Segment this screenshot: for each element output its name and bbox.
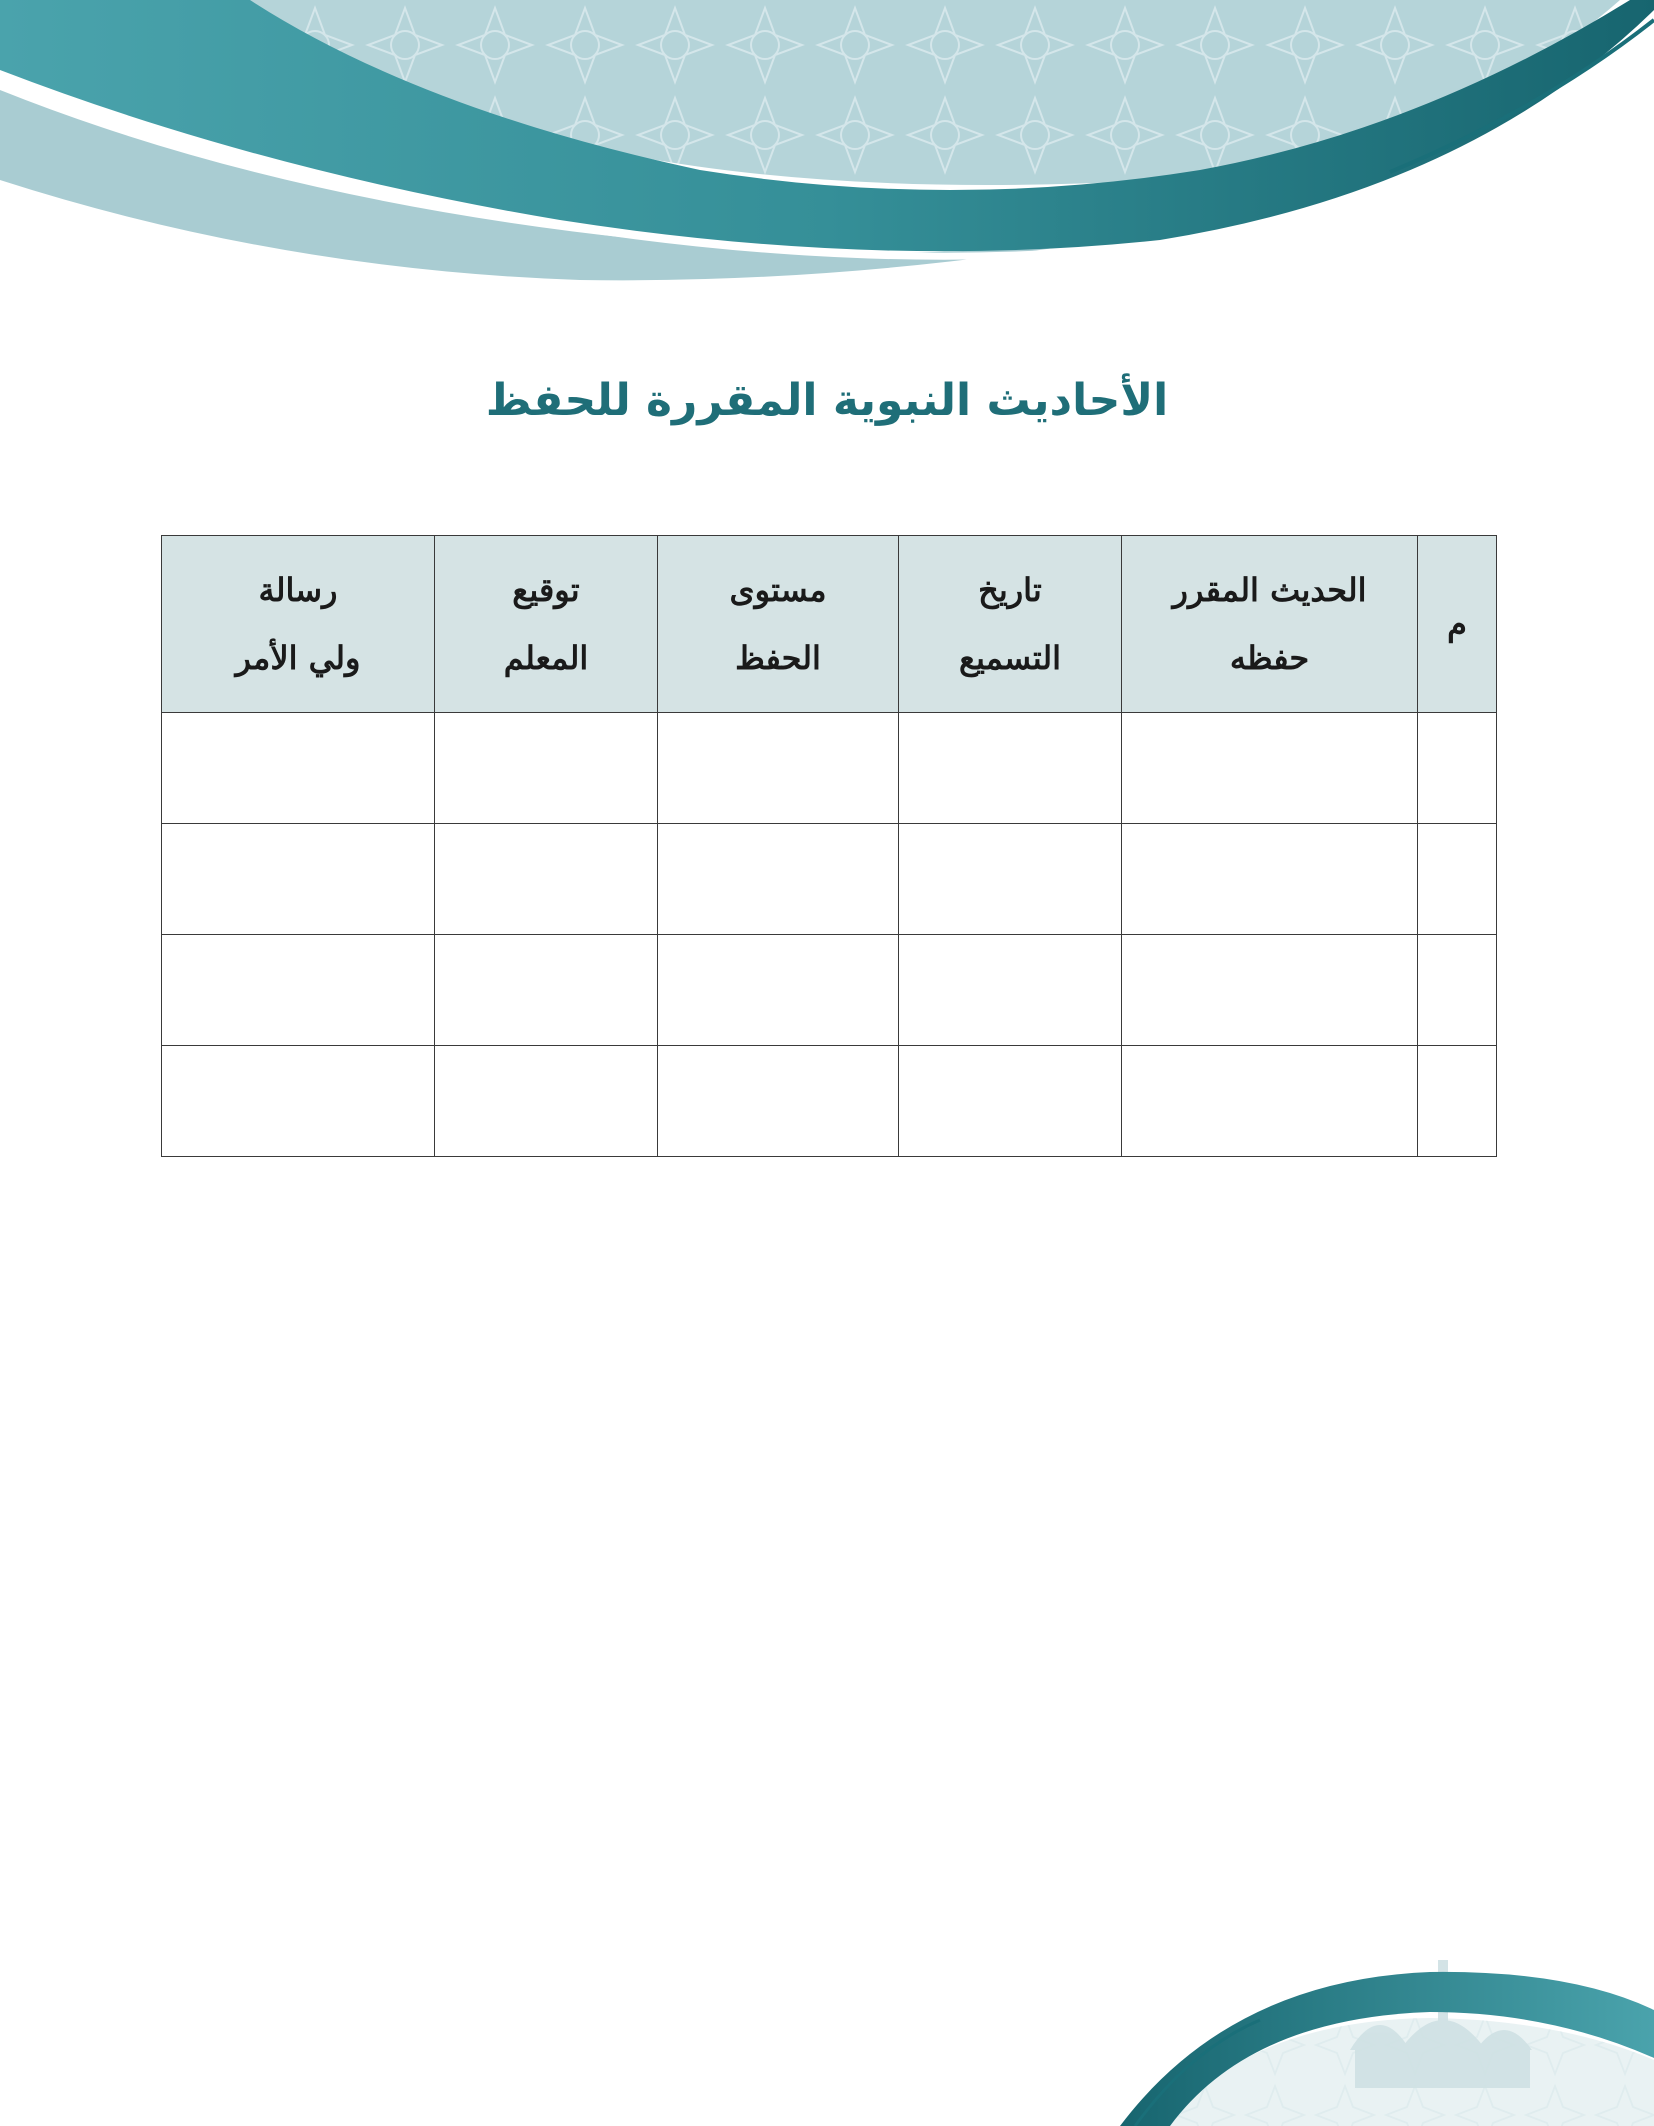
header-label: حفظه — [1229, 639, 1310, 677]
cell-teacher-signature[interactable] — [435, 1046, 658, 1157]
header-number — [1418, 536, 1497, 713]
cell-number[interactable] — [1418, 824, 1497, 935]
cell-hadith[interactable] — [1122, 713, 1418, 824]
cell-teacher-signature[interactable] — [435, 824, 658, 935]
header-teacher-signature — [435, 536, 658, 713]
cell-teacher-signature[interactable] — [435, 935, 658, 1046]
header-label: المعلم — [503, 639, 589, 677]
header-label: م — [1447, 605, 1467, 643]
cell-hadith[interactable] — [1122, 824, 1418, 935]
cell-guardian-message[interactable] — [162, 824, 435, 935]
header-memorization-level — [658, 536, 899, 713]
header-label: الحفظ — [735, 639, 821, 677]
table-row — [162, 824, 1497, 935]
cell-recitation-date[interactable] — [899, 713, 1122, 824]
cell-hadith[interactable] — [1122, 935, 1418, 1046]
cell-teacher-signature[interactable] — [435, 713, 658, 824]
cell-memorization-level[interactable] — [658, 935, 899, 1046]
cell-recitation-date[interactable] — [899, 824, 1122, 935]
header-hadith — [1122, 536, 1418, 713]
table-row — [162, 1046, 1497, 1157]
table-row — [162, 713, 1497, 824]
header-label: توقيع — [512, 571, 580, 609]
cell-guardian-message[interactable] — [162, 1046, 435, 1157]
header-guardian-message — [162, 536, 435, 713]
header-label: ولي الأمر — [235, 639, 361, 677]
cell-hadith[interactable] — [1122, 1046, 1418, 1157]
cell-guardian-message[interactable] — [162, 713, 435, 824]
header-label: الحديث المقرر — [1172, 571, 1367, 609]
cell-number[interactable] — [1418, 713, 1497, 824]
table-header-row — [162, 536, 1497, 713]
header-label: التسميع — [958, 639, 1062, 677]
cell-memorization-level[interactable] — [658, 713, 899, 824]
footer-arc-decoration — [1100, 1940, 1654, 2126]
header-wave-decoration — [0, 0, 1654, 300]
header-recitation-date — [899, 536, 1122, 713]
cell-guardian-message[interactable] — [162, 935, 435, 1046]
header-label: رسالة — [258, 571, 338, 609]
hadith-memorization-table — [161, 535, 1497, 1157]
header-label: مستوى — [729, 571, 827, 609]
table-row — [162, 935, 1497, 1046]
header-label: تاريخ — [978, 571, 1042, 609]
cell-number[interactable] — [1418, 1046, 1497, 1157]
cell-recitation-date[interactable] — [899, 1046, 1122, 1157]
page-title: الأحاديث النبوية المقررة للحفظ — [485, 375, 1169, 426]
cell-memorization-level[interactable] — [658, 824, 899, 935]
cell-memorization-level[interactable] — [658, 1046, 899, 1157]
cell-number[interactable] — [1418, 935, 1497, 1046]
cell-recitation-date[interactable] — [899, 935, 1122, 1046]
